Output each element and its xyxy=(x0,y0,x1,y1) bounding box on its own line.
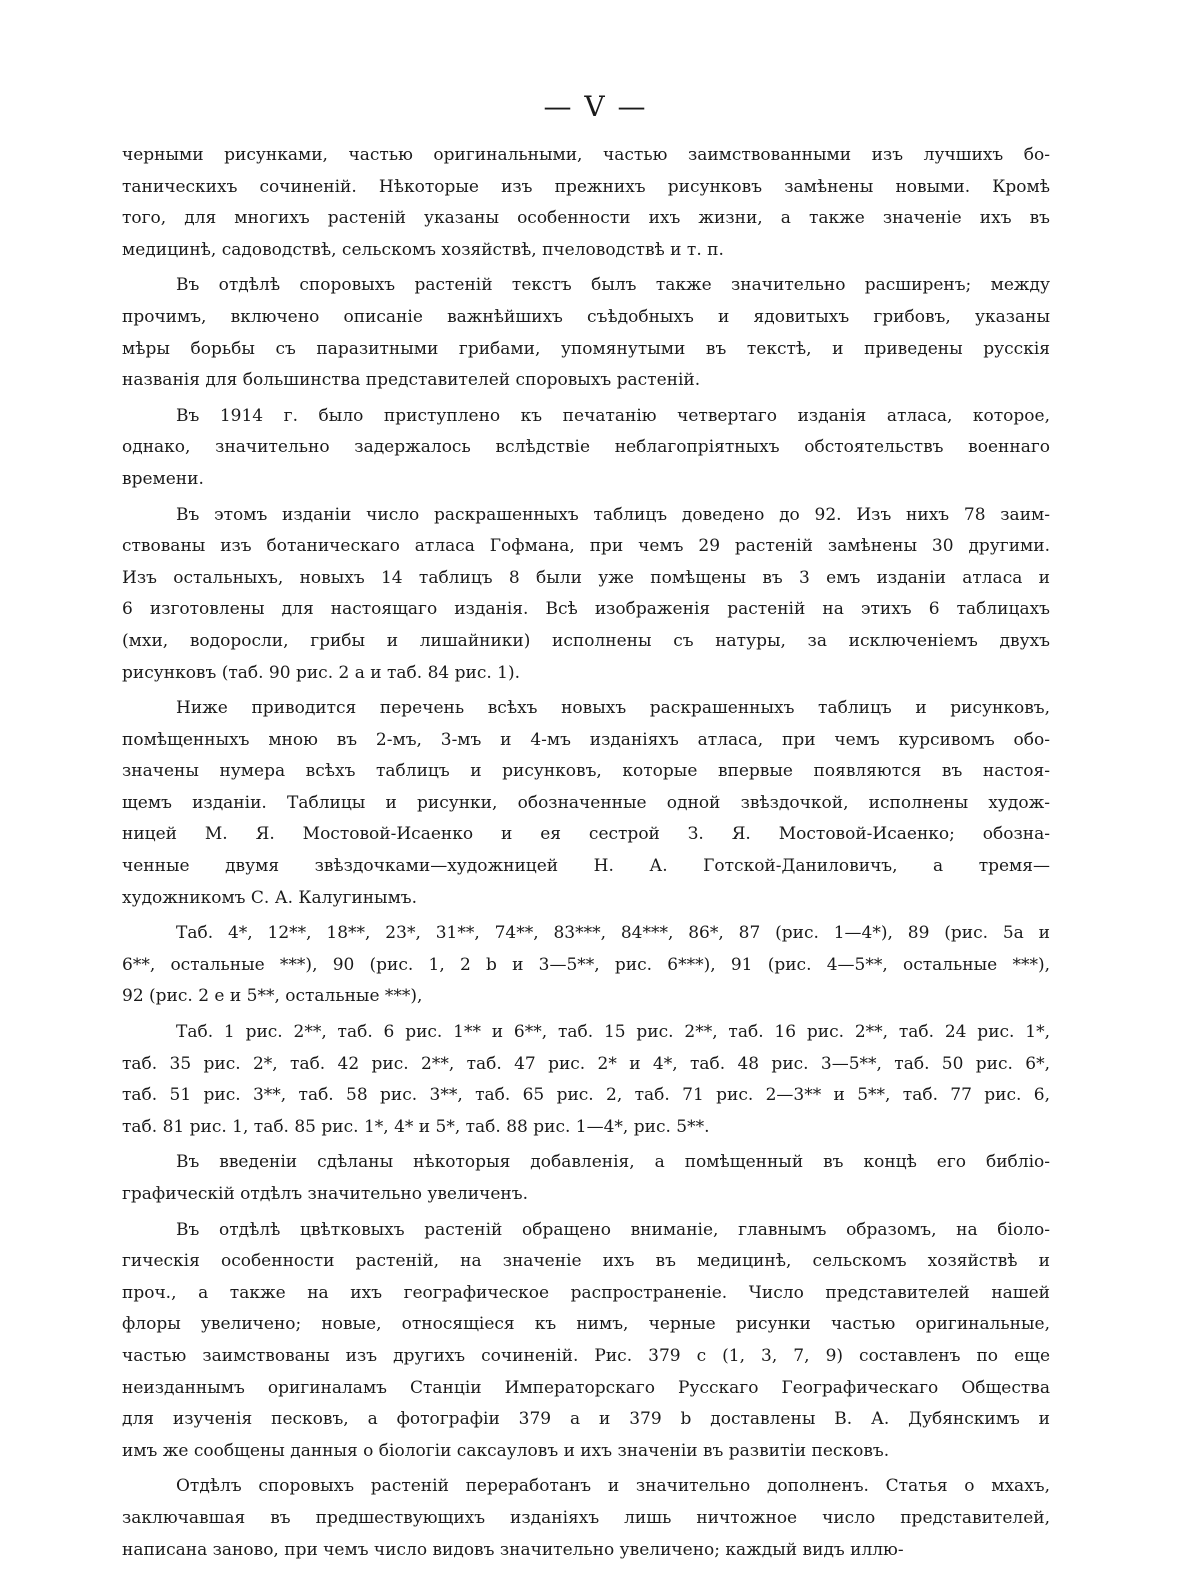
paragraph xyxy=(122,693,1050,914)
page-number: — V — xyxy=(543,90,648,123)
text-line: Ниже приводится перечень всѣхъ новыхъ раскрашенныхъ таблицъ и рисунковъ, xyxy=(176,698,1050,719)
text-line: прочимъ, включено описаніе важнѣйшихъ съѣдобныхъ и ядовитыхъ грибовъ, указаны xyxy=(122,306,1050,327)
text-line: ченные двумя звѣздочками—художницей Н. А. Готской-Даниловичъ, а тремя— xyxy=(122,856,1050,877)
text-line: рисунковъ (таб. 90 рис. 2 а и таб. 84 рис. 1). xyxy=(122,662,521,683)
text-line: Въ 1914 г. было приступлено къ печатанію четвертаго изданія атласа, которое, xyxy=(176,405,1050,426)
text-line: времени. xyxy=(122,468,204,489)
text-line: Въ отдѣлѣ цвѣтковыхъ растеній обращено вниманіе, главнымъ образомъ, на біоло- xyxy=(176,1219,1050,1240)
text-line: Въ этомъ изданіи число раскрашенныхъ таблицъ доведено до 92. Изъ нихъ 78 заим- xyxy=(176,504,1050,525)
text-line: таб. 81 рис. 1, таб. 85 рис. 1*, 4* и 5*, таб. 88 рис. 1—4*, рис. 5**. xyxy=(122,1116,710,1137)
text-line: того, для многихъ растеній указаны особенности ихъ жизни, а также значеніе ихъ въ xyxy=(122,208,1050,229)
paragraph xyxy=(122,1471,1050,1566)
text-line: 6**, остальные ***), 90 (рис. 1, 2 b и 3—5**, рис. 6***), 91 (рис. 4—5**, остальные ***), xyxy=(122,954,1050,975)
paragraph xyxy=(122,140,1050,266)
text-line: частью заимствованы изъ другихъ сочиненій. Рис. 379 с (1, 3, 7, 9) составленъ по еще xyxy=(122,1345,1050,1366)
paragraph xyxy=(122,1215,1050,1468)
text-line: написана заново, при чемъ число видовъ значительно увеличено; каждый видъ иллю- xyxy=(122,1539,904,1560)
text-line: имъ же сообщены данныя о біологіи саксауловъ и ихъ значеніи въ развитіи песковъ. xyxy=(122,1440,890,1461)
text-line: графическій отдѣлъ значительно увеличенъ. xyxy=(122,1184,528,1204)
text-line: черными рисунками, частью оригинальными, частью заимствованными изъ лучшихъ бо- xyxy=(122,145,1050,165)
text-line: Отдѣлъ споровыхъ растеній переработанъ и значительно дополненъ. Статья о мхахъ, xyxy=(176,1476,1050,1497)
text-line: таб. 51 рис. 3**, таб. 58 рис. 3**, таб. 65 рис. 2, таб. 71 рис. 2—3** и 5**, таб. 77 рис. 6, xyxy=(122,1085,1050,1106)
text-line: гическія особенности растеній, на значеніе ихъ въ медицинѣ, сельскомъ хозяйствѣ и xyxy=(122,1251,1050,1272)
paragraph xyxy=(122,1147,1050,1210)
text-line: Въ отдѣлѣ споровыхъ растеній текстъ былъ также значительно расширенъ; между xyxy=(176,275,1050,296)
text-line: ствованы изъ ботаническаго атласа Гофмана, при чемъ 29 растеній замѣнены 30 другими. xyxy=(122,536,1050,557)
text-line: 92 (рис. 2 е и 5**, остальные ***), xyxy=(122,986,423,1007)
text-line: Таб. 1 рис. 2**, таб. 6 рис. 1** и 6**, таб. 15 рис. 2**, таб. 16 рис. 2**, таб. 24 рис. 1*, xyxy=(176,1022,1050,1043)
text-line: Изъ остальныхъ, новыхъ 14 таблицъ 8 были уже помѣщены въ 3 емъ изданіи атласа и xyxy=(122,567,1050,588)
text-line: ницей М. Я. Мостовой-Исаенко и ея сестрой З. Я. Мостовой-Исаенко; обозна- xyxy=(122,824,1050,845)
paragraph xyxy=(122,500,1050,690)
text-line: мѣры борьбы съ паразитными грибами, упомянутыми въ текстѣ, и приведены русскія xyxy=(122,338,1050,359)
text-line: 6 изготовлены для настоящаго изданія. Всѣ изображенія растеній на этихъ 6 таблицахъ xyxy=(122,599,1050,620)
paragraph xyxy=(122,401,1050,496)
text-line: Таб. 4*, 12**, 18**, 23*, 31**, 74**, 83***, 84***, 86*, 87 (рис. 1—4*), 89 (рис. 5а и xyxy=(176,923,1050,944)
text-line: художникомъ С. А. Калугинымъ. xyxy=(122,887,418,908)
paragraph xyxy=(122,270,1050,396)
text-line: флоры увеличено; новые, относящіеся къ нимъ, черные рисунки частью оригинальные, xyxy=(122,1314,1050,1335)
paragraph xyxy=(122,918,1050,1013)
text-line: помѣщенныхъ мною въ 2-мъ, 3-мъ и 4-мъ изданіяхъ атласа, при чемъ курсивомъ обо- xyxy=(122,729,1050,750)
text-line: таническихъ сочиненій. Нѣкоторые изъ прежнихъ рисунковъ замѣнены новыми. Кромѣ xyxy=(122,176,1050,197)
text-line: значены нумера всѣхъ таблицъ и рисунковъ, которые впервые появляются въ настоя- xyxy=(122,761,1050,782)
text-line: заключавшая въ предшествующихъ изданіяхъ лишь ничтожное число представителей, xyxy=(122,1507,1050,1528)
text-line: проч., а также на ихъ географическое распространеніе. Число представителей нашей xyxy=(122,1282,1050,1303)
text-line: неизданнымъ оригиналамъ Станціи Императорскаго Русскаго Географическаго Общества xyxy=(122,1377,1050,1398)
page-body xyxy=(122,140,1050,1566)
text-line: названія для большинства представителей споровыхъ растеній. xyxy=(122,370,701,391)
text-line: таб. 35 рис. 2*, таб. 42 рис. 2**, таб. 47 рис. 2* и 4*, таб. 48 рис. 3—5**, таб. 50 рис. 6*, xyxy=(122,1053,1050,1074)
text-line: однако, значительно задержалось вслѣдствіе неблагопріятныхъ обстоятельствъ военнаго xyxy=(122,437,1050,458)
paragraph xyxy=(122,1017,1050,1143)
text-line: (мхи, водоросли, грибы и лишайники) исполнены съ натуры, за исключеніемъ двухъ xyxy=(122,630,1050,651)
text-line: Въ введеніи сдѣланы нѣкоторыя добавленія, а помѣщенный въ концѣ его библіо- xyxy=(176,1152,1050,1173)
text-line: для изученія песковъ, а фотографіи 379 а и 379 b доставлены В. А. Дубянскимъ и xyxy=(122,1409,1050,1430)
text-line: щемъ изданіи. Таблицы и рисунки, обозначенные одной звѣздочкой, исполнены худож- xyxy=(122,792,1050,813)
text-line: медицинѣ, садоводствѣ, сельскомъ хозяйствѣ, пчеловодствѣ и т. п. xyxy=(122,239,724,260)
